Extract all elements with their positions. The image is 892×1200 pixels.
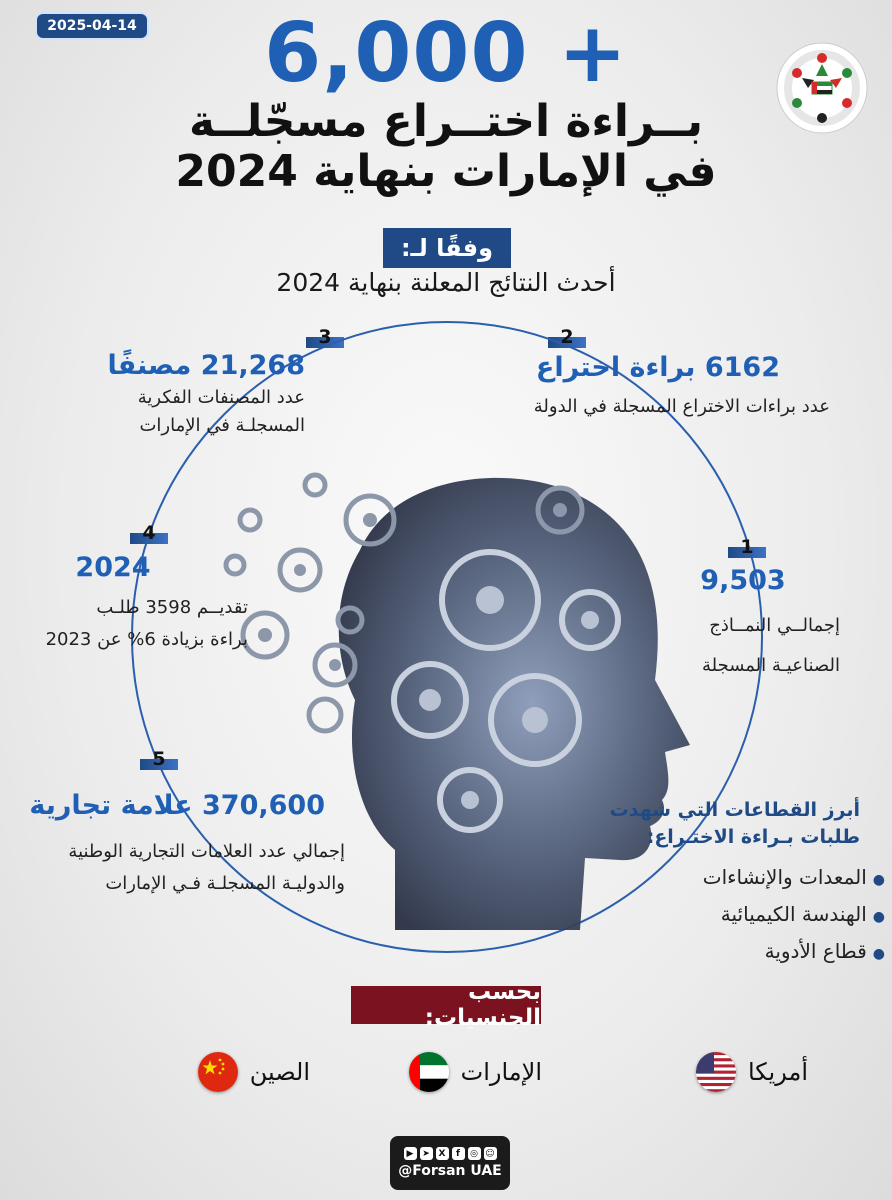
date-badge: 2025-04-14 [37, 14, 147, 38]
stat-value-3: 21,268 مصنفًا [107, 350, 305, 381]
nationality-uae [392, 1050, 542, 1094]
nationalities-banner: بحسب الجنسيات: [351, 986, 541, 1024]
stat-value-5: 370,600 علامة تجارية [29, 790, 325, 821]
list-item: ●الهندسة الكيميائية [720, 902, 885, 926]
snapchat-icon[interactable]: ☺ [485, 1148, 495, 1159]
social-footer [390, 1136, 510, 1190]
headline-line-2: في الإمارات بنهاية 2024 [175, 146, 717, 197]
instagram-icon[interactable]: ◎ [468, 1147, 481, 1160]
uae-flag-icon [409, 1052, 449, 1092]
usa-flag-icon [696, 1052, 736, 1092]
stat-desc-3: عدد المصنفات الفكرية المسجلـة في الإمارات [137, 387, 305, 436]
headline-line-1: بــراءة اختــراع مسجّلــة [189, 96, 703, 147]
source-text: أحدث النتائج المعلنة بنهاية 2024 [276, 268, 616, 297]
headline-number: 6,000 + [264, 6, 628, 101]
stat-value-2: 6162 براءة اختراع [535, 352, 780, 383]
china-flag-icon [198, 1052, 238, 1092]
stat-number-3: 3 [306, 330, 344, 348]
nationality-label: أمريكا [747, 1058, 808, 1086]
nationality-china [180, 1050, 310, 1094]
sectors-list [640, 860, 885, 971]
stat-desc-2: عدد براءات الاختراع المسجلة في الدولة [533, 396, 830, 417]
stat-value-1: 9,503 [700, 565, 786, 596]
youtube-icon[interactable]: ▶ [404, 1147, 417, 1160]
list-item: ●المعدات والإنشاءات [702, 865, 885, 889]
telegram-icon[interactable]: ➤ [420, 1147, 433, 1160]
stat-desc-1: إجمالــي النمــاذج الصناعيـة المسجلة [701, 615, 840, 676]
stat-number-4: 4 [130, 526, 168, 544]
sectors-title: أبرز القطاعات التي شهدت طلبات بـراءة الاختـراع: [609, 799, 860, 848]
nationality-usa [668, 1050, 808, 1094]
stat-number-2: 2 [548, 330, 586, 348]
x-icon[interactable]: X [436, 1147, 449, 1160]
list-item: ●قطاع الأدوية [764, 939, 885, 963]
stat-value-4: 2024 [75, 552, 151, 583]
source-label: وفقًا لـ: [383, 228, 511, 268]
nationality-label: الإمارات [460, 1058, 542, 1086]
facebook-icon[interactable]: f [452, 1147, 465, 1160]
stat-desc-5: إجمالي عدد العلامات التجارية الوطنية والدوليـة المسجلـة فـي الإمارات [68, 841, 345, 894]
stat-number-1: 1 [728, 540, 766, 558]
social-handle[interactable]: @Forsan UAE [398, 1163, 502, 1179]
stat-number-5: 5 [140, 752, 178, 770]
stat-desc-4: تقديــم 3598 طلـب براءة بزيادة 6% عن 2023 [45, 597, 248, 650]
nationality-label: الصين [249, 1058, 310, 1086]
